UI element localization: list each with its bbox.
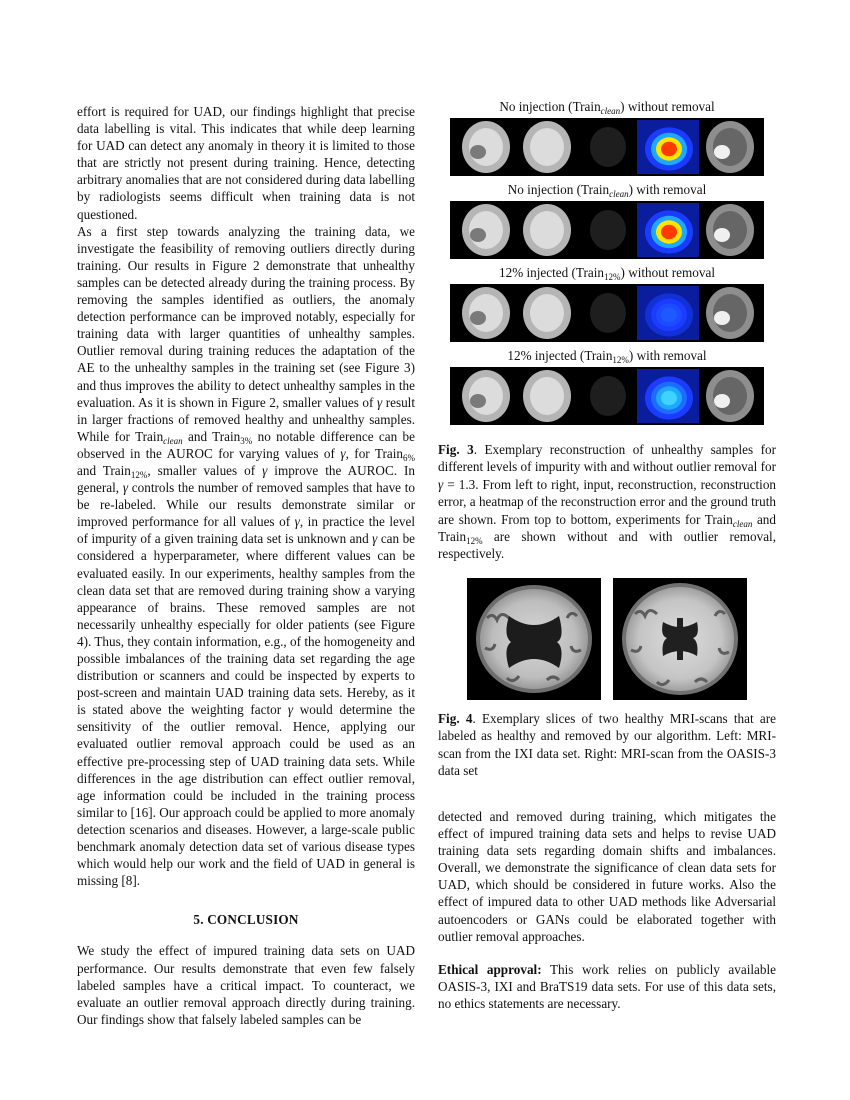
- figure-3-reconstruction-image: [523, 370, 571, 422]
- mri-scan-ixi: [467, 578, 601, 700]
- figure-3-error-image: [590, 293, 626, 333]
- paragraph: detected and removed during training, which mitigates the effect of impured training data sets and helps to revise UAD training data sets regarding domain shifts and imbalances. Overall, we demonstrate the significance of clean data sets for UAD, which should be considered in future works. Also the effect of impured data to other UAD methods like Adversarial autoencoders or GANs could be elaborated together with outlier removal approaches.: [438, 809, 776, 944]
- figure-3-input-image: [462, 370, 510, 422]
- figure-3-heatmap-image: [637, 120, 699, 174]
- figure-3-ground-truth-image: [706, 370, 754, 422]
- figure-3-error-image: [590, 376, 626, 416]
- figure-3-caption: Fig. 3. Exemplary reconstruction of unhealthy samples for different levels of impurity with and without outlier removal for γ = 1.3. From left to right, input, reconstruction, reconstruction error, a heatmap of the reconstruction error and the ground truth are shown. From top to bottom, experiments for Train$_{clean}$ and Train$_{12\%}$ are shown without and with outlier removal, respectively.: [438, 442, 777, 562]
- figure-3-row-caption: No injection (Train$_{clean}$) with removal: [507, 182, 707, 199]
- figure-3-input-image: [462, 204, 510, 256]
- figure-3-heatmap-image: [637, 286, 699, 340]
- figure-3-reconstruction-image: [523, 287, 571, 339]
- figure-3-image-strip: [450, 367, 764, 425]
- figure-3-ground-truth-image: [706, 287, 754, 339]
- figure-3-image-strip: [450, 118, 764, 176]
- figure-3-row-caption: No injection (Train$_{clean}$) without removal: [499, 99, 715, 116]
- figure-3: [438, 98, 776, 563]
- ethics-paragraph: Ethical approval: This work relies on publicly available OASIS-3, IXI and BraTS19 data sets. For use of this data sets, no ethics statements are necessary.: [438, 961, 777, 1011]
- mri-scan-oasis3: [613, 578, 747, 700]
- right-column: [438, 808, 776, 1012]
- figure-3-image-strip: [450, 284, 764, 342]
- paragraph: As a first step towards analyzing the training data, we investigate the feasibility of removing outliers directly during training. Our results in Figure 2 demonstrate that unhealthy samples can be detected already during the training process. By removing the samples identified as outliers, the anomaly detection performance can be improved notably, especially for training data with larger quantities of unhealthy samples. Outlier removal during training reduces the adaptation of the AE to the unhealthy samples in the training set (see Figure 3) and thus improves the ability to detect unhealthy samples in the evaluation. As it is shown in Figure 2, smaller values of γ result in larger fractions of removed healthy and unhealthy samples. While for Train$_{clean}$ and Train$_{3\%}$ no notable difference can be observed in the AUROC for varying values of γ, for Train$_{6\%}$ and Train$_{12\%}$, smaller values of γ improve the AUROC. In general, γ controls the number of removed samples that have to be re-labeled. While our results demonstrate similar or improved performance for all values of γ, in practice the level of impurity of a given training data set is unknown and γ can be considered a hyperparameter, where different values can be evaluated easily. In our experiments, healthy samples from the clean data set that are removed during training show a varying appearance of brains. These removed samples are not necessarily unhealthy especially for older patients (see Figure 4). Thus, they contain information, e.g., of the homogeneity and possible imbalances of the training data set regarding the age distribution or scanners and could be inspected by experts to post-screen and maintain UAD training data sets. Hereby, as it is stated above the weighting factor γ would determine the sensitivity of the outlier removal. Hence, applying our evaluated outlier removal approach could be used as an effective pre-processing step of UAD training data sets. While differences in the age distribution can effect outlier removal, age information could be included in the training process similar to [16]. Our approach could be applied to more anomaly detection scenarios and diseases. However, a large-scale public benchmark anomaly detection data set of various disease types which would help our work and the field of UAD in general is missing [8].: [77, 223, 416, 889]
- figure-3-image-strip: [450, 201, 764, 259]
- figure-3-input-image: [462, 121, 510, 173]
- figure-3-row-caption: 12% injected (Train$_{12\%}$) without removal: [499, 265, 715, 282]
- figure-4: [467, 578, 751, 700]
- figure-3-input-image: [462, 287, 510, 339]
- figure-3-reconstruction-image: [523, 204, 571, 256]
- figure-3-heatmap-image: [637, 369, 699, 423]
- paragraph: We study the effect of impured training data sets on UAD performance. Our results demonstrate that even few falsely labeled samples have a critical impact. To counteract, we evaluate an outlier removal approach directly during training. Our findings show that falsely labeled samples can be: [77, 943, 415, 1027]
- figure-3-error-image: [590, 127, 626, 167]
- figure-3-error-image: [590, 210, 626, 250]
- left-column: [77, 103, 415, 1028]
- figure-3-ground-truth-image: [706, 121, 754, 173]
- figure-3-row-caption: 12% injected (Train$_{12\%}$) with removal: [507, 348, 707, 365]
- section-heading: 5. CONCLUSION: [193, 912, 299, 928]
- figure-3-reconstruction-image: [523, 121, 571, 173]
- figure-3-heatmap-image: [637, 203, 699, 257]
- figure-3-ground-truth-image: [706, 204, 754, 256]
- figure-4-caption: Fig. 4. Exemplary slices of two healthy MRI-scans that are labeled as healthy and removed by our algorithm. Left: MRI-scan from the IXI data set. Right: MRI-scan from the OASIS-3 data set: [438, 711, 776, 779]
- paragraph: effort is required for UAD, our findings highlight that precise data labelling is vital. This indicates that while deep learning for UAD can detect any anomaly in theory it is limited to those that are strictly not present during training. Hence, detecting arbitrary anomalies that are not considered during data labelling by radiologists seems difficult when training data is not questioned.: [77, 104, 415, 222]
